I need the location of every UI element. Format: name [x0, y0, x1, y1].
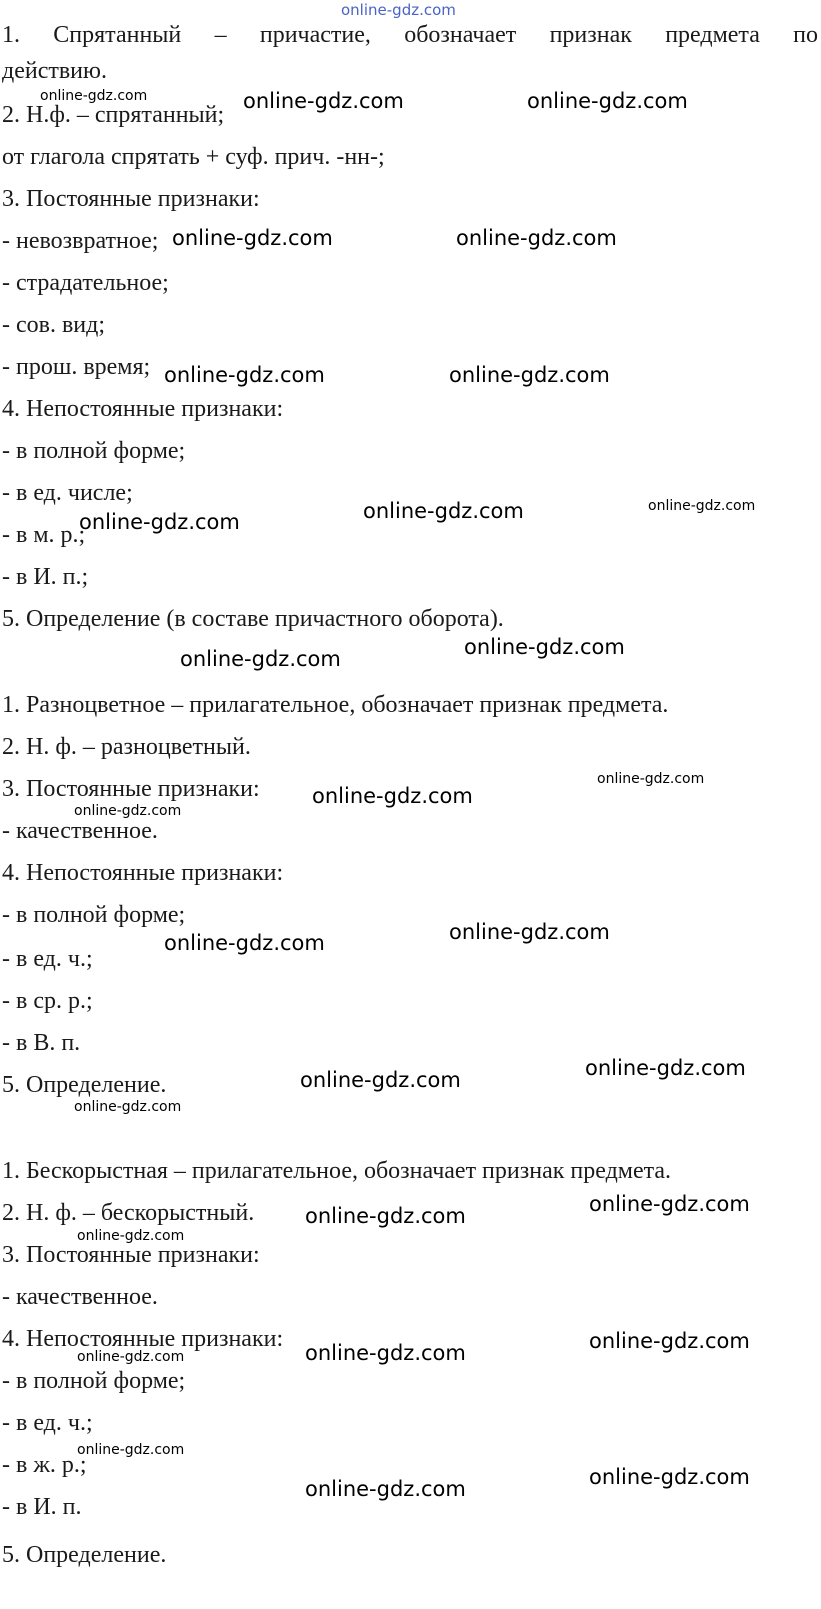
- s3-line-3: 3. Постоянные признаки:: [2, 1242, 260, 1268]
- s3-line-4: - качественное.: [2, 1284, 158, 1310]
- s2-line-8: - в ср. р.;: [2, 988, 93, 1014]
- watermark: online-gdz.com: [180, 647, 341, 671]
- watermark: online-gdz.com: [172, 226, 333, 250]
- s3-line-1: 1. Бескорыстная – прилагательное, обозначает признак предмета.: [2, 1158, 672, 1184]
- s2-line-6: - в полной форме;: [2, 902, 186, 928]
- s2-line-2: 2. Н. ф. – разноцветный.: [2, 734, 251, 760]
- watermark: online-gdz.com: [589, 1465, 750, 1489]
- watermark-small: online-gdz.com: [74, 1099, 182, 1115]
- watermark: online-gdz.com: [585, 1056, 746, 1080]
- watermark: online-gdz.com: [527, 89, 688, 113]
- s2-line-9: - в В. п.: [2, 1030, 81, 1056]
- watermark: online-gdz.com: [164, 931, 325, 955]
- watermark: online-gdz.com: [456, 226, 617, 250]
- watermark: online-gdz.com: [79, 510, 240, 534]
- watermark-small: online-gdz.com: [597, 771, 705, 787]
- s1-line-2: 2. Н.ф. – спрятанный;: [2, 102, 225, 128]
- watermark: online-gdz.com: [305, 1204, 466, 1228]
- watermark: online-gdz.com: [300, 1068, 461, 1092]
- s1-line-7: - сов. вид;: [2, 312, 106, 338]
- watermark: online-gdz.com: [243, 89, 404, 113]
- watermark: online-gdz.com: [589, 1329, 750, 1353]
- s1-line-5: - невозвратное;: [2, 228, 159, 254]
- s1-line-1: 1. Спрятанный – причастие, обозначает признак предмета по: [2, 22, 818, 48]
- s1-line-14: 5. Определение (в составе причастного оборота).: [2, 606, 504, 632]
- watermark-small: online-gdz.com: [77, 1349, 185, 1365]
- s3-line-8: - в ж. р.;: [2, 1452, 87, 1478]
- s1-line-4: 3. Постоянные признаки:: [2, 186, 260, 212]
- watermark: online-gdz.com: [464, 635, 625, 659]
- s3-line-7: - в ед. ч.;: [2, 1410, 93, 1436]
- s2-line-7: - в ед. ч.;: [2, 946, 93, 972]
- s1-line-12: - в м. р.;: [2, 522, 86, 548]
- s2-line-5: 4. Непостоянные признаки:: [2, 860, 284, 886]
- watermark: online-gdz.com: [449, 920, 610, 944]
- s2-line-1: 1. Разноцветное – прилагательное, обозначает признак предмета.: [2, 692, 669, 718]
- s3-line-2: 2. Н. ф. – бескорыстный.: [2, 1200, 255, 1226]
- s3-line-5: 4. Непостоянные признаки:: [2, 1326, 284, 1352]
- watermark-small: online-gdz.com: [648, 498, 756, 514]
- s1-line-10: - в полной форме;: [2, 438, 186, 464]
- watermark: online-gdz.com: [164, 363, 325, 387]
- s1-line-9: 4. Непостоянные признаки:: [2, 396, 284, 422]
- watermark-small: online-gdz.com: [74, 803, 182, 819]
- s1-line-11: - в ед. числе;: [2, 480, 133, 506]
- s2-line-3: 3. Постоянные признаки:: [2, 776, 260, 802]
- watermark-small: online-gdz.com: [77, 1228, 185, 1244]
- s1-line-1b: действию.: [2, 58, 107, 84]
- s1-line-3: от глагола спрятать + суф. прич. -нн-;: [2, 144, 385, 170]
- watermark: online-gdz.com: [305, 1477, 466, 1501]
- s2-line-10: 5. Определение.: [2, 1072, 167, 1098]
- s1-line-6: - страдательное;: [2, 270, 169, 296]
- watermark: online-gdz.com: [312, 784, 473, 808]
- header-watermark: online-gdz.com: [341, 1, 456, 19]
- watermark: online-gdz.com: [305, 1341, 466, 1365]
- watermark: online-gdz.com: [589, 1192, 750, 1216]
- s1-line-8: - прош. время;: [2, 354, 151, 380]
- s3-line-6: - в полной форме;: [2, 1368, 186, 1394]
- s3-line-9: - в И. п.: [2, 1494, 82, 1520]
- s1-line-13: - в И. п.;: [2, 564, 89, 590]
- watermark: online-gdz.com: [363, 499, 524, 523]
- s2-line-4: - качественное.: [2, 818, 158, 844]
- watermark-small: online-gdz.com: [40, 88, 148, 104]
- s3-line-10: 5. Определение.: [2, 1542, 167, 1568]
- watermark-small: online-gdz.com: [77, 1442, 185, 1458]
- watermark: online-gdz.com: [449, 363, 610, 387]
